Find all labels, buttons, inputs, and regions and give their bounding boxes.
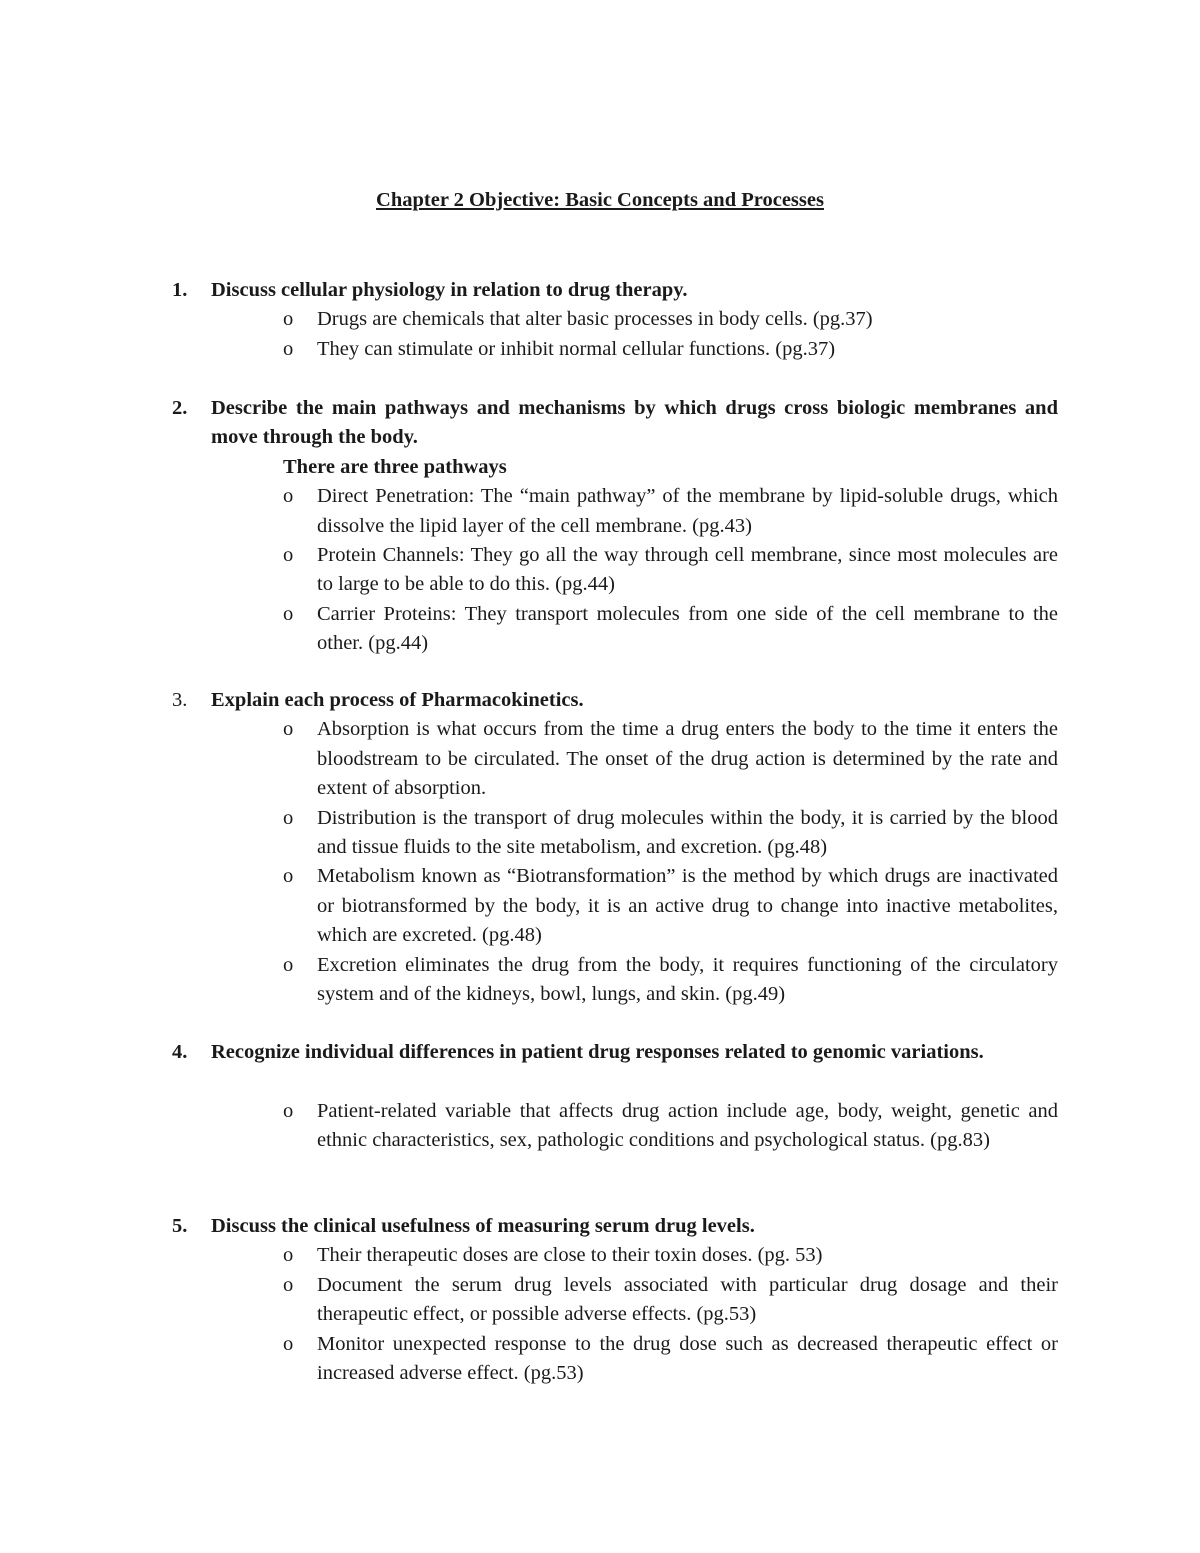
section-number: 5. <box>172 1215 188 1237</box>
bullet-list <box>0 1097 1200 1156</box>
list-item <box>0 541 1200 600</box>
bullet-marker: o <box>283 1273 294 1296</box>
bullet-text: Metabolism known as “Biotransformation” is the method by which drugs are inactivated or biotransformed by the body, it is an active drug to change into inactive metabolites, which are excreted. (pg.48) <box>317 865 1058 947</box>
section-number: 2. <box>172 397 188 419</box>
bullet-text: Drugs are chemicals that alter basic processes in body cells. (pg.37) <box>317 308 873 331</box>
bullet-marker: o <box>283 865 294 888</box>
section-heading: Explain each process of Pharmacokinetics. <box>211 689 584 711</box>
bullet-text: Their therapeutic doses are close to their toxin doses. (pg. 53) <box>317 1244 823 1267</box>
list-item <box>0 862 1200 950</box>
bullet-text: Patient-related variable that affects drug action include age, body, weight, genetic and ethnic characteristics, sex, pathologic conditions and psychological status. (pg.83) <box>317 1099 1058 1152</box>
section-heading: Describe the main pathways and mechanisms by which drugs cross biologic membranes and move through the body. <box>211 397 1058 449</box>
bullet-list <box>0 715 1200 1009</box>
list-item <box>0 482 1200 541</box>
bullet-marker: o <box>283 308 294 331</box>
bullet-marker: o <box>283 1244 294 1267</box>
bullet-text: Carrier Proteins: They transport molecules from one side of the cell membrane to the other. (pg.44) <box>317 602 1058 655</box>
section-number: 3. <box>172 689 188 711</box>
bullet-marker: o <box>283 544 294 566</box>
list-item <box>0 804 1200 863</box>
list-item <box>0 715 1200 803</box>
bullet-text: Excretion eliminates the drug from the body, it requires functioning of the circulatory system and of the kidneys, bowl, lungs, and skin. (pg.49) <box>317 953 1058 1006</box>
bullet-marker: o <box>283 1332 294 1355</box>
bullet-list <box>0 482 1200 658</box>
bullet-text: They can stimulate or inhibit normal cellular functions. (pg.37) <box>317 337 836 360</box>
bullet-marker: o <box>283 485 294 508</box>
bullet-marker: o <box>283 806 294 829</box>
list-item <box>0 951 1200 1010</box>
section-heading: Discuss the clinical usefulness of measuring serum drug levels. <box>211 1215 755 1237</box>
bullet-text: Direct Penetration: The “main pathway” of the membrane by lipid-soluble drugs, which dissolve the lipid layer of the cell membrane. (pg.43) <box>317 485 1058 537</box>
list-item <box>0 335 1200 364</box>
bullet-text: Monitor unexpected response to the drug dose such as decreased therapeutic effect or increased adverse effect. (pg.53) <box>317 1332 1058 1385</box>
list-item <box>0 600 1200 659</box>
bullet-marker: o <box>283 337 294 360</box>
list-item <box>0 1330 1200 1389</box>
bullet-marker: o <box>283 1099 294 1122</box>
list-item <box>0 1097 1200 1156</box>
list-item <box>0 305 1200 334</box>
bullet-list <box>0 1241 1200 1388</box>
list-item <box>0 1271 1200 1330</box>
bullet-marker: o <box>283 718 294 741</box>
bullet-marker: o <box>283 953 294 976</box>
section-heading: Recognize individual differences in patient drug responses related to genomic variations. <box>211 1041 984 1063</box>
section-subheading: There are three pathways <box>283 455 507 478</box>
bullet-list <box>0 305 1200 364</box>
section-number: 1. <box>172 279 188 301</box>
bullet-text: Absorption is what occurs from the time a drug enters the body to the time it enters the bloodstream to be circulated. The onset of the drug action is determined by the rate and extent of absorption. <box>317 718 1058 800</box>
page-title: Chapter 2 Objective: Basic Concepts and Processes <box>376 189 824 211</box>
list-item <box>0 1241 1200 1270</box>
bullet-text: Protein Channels: They go all the way through cell membrane, since most molecules are to large to be able to do this. (pg.44) <box>317 544 1058 596</box>
section-number: 4. <box>172 1041 188 1063</box>
bullet-marker: o <box>283 602 294 625</box>
section-heading: Discuss cellular physiology in relation to drug therapy. <box>211 279 688 301</box>
bullet-text: Distribution is the transport of drug molecules within the body, it is carried by the blood and tissue fluids to the site metabolism, and excretion. (pg.48) <box>317 806 1058 859</box>
bullet-text: Document the serum drug levels associated with particular drug dosage and their therapeutic effect, or possible adverse effects. (pg.53) <box>317 1273 1058 1326</box>
